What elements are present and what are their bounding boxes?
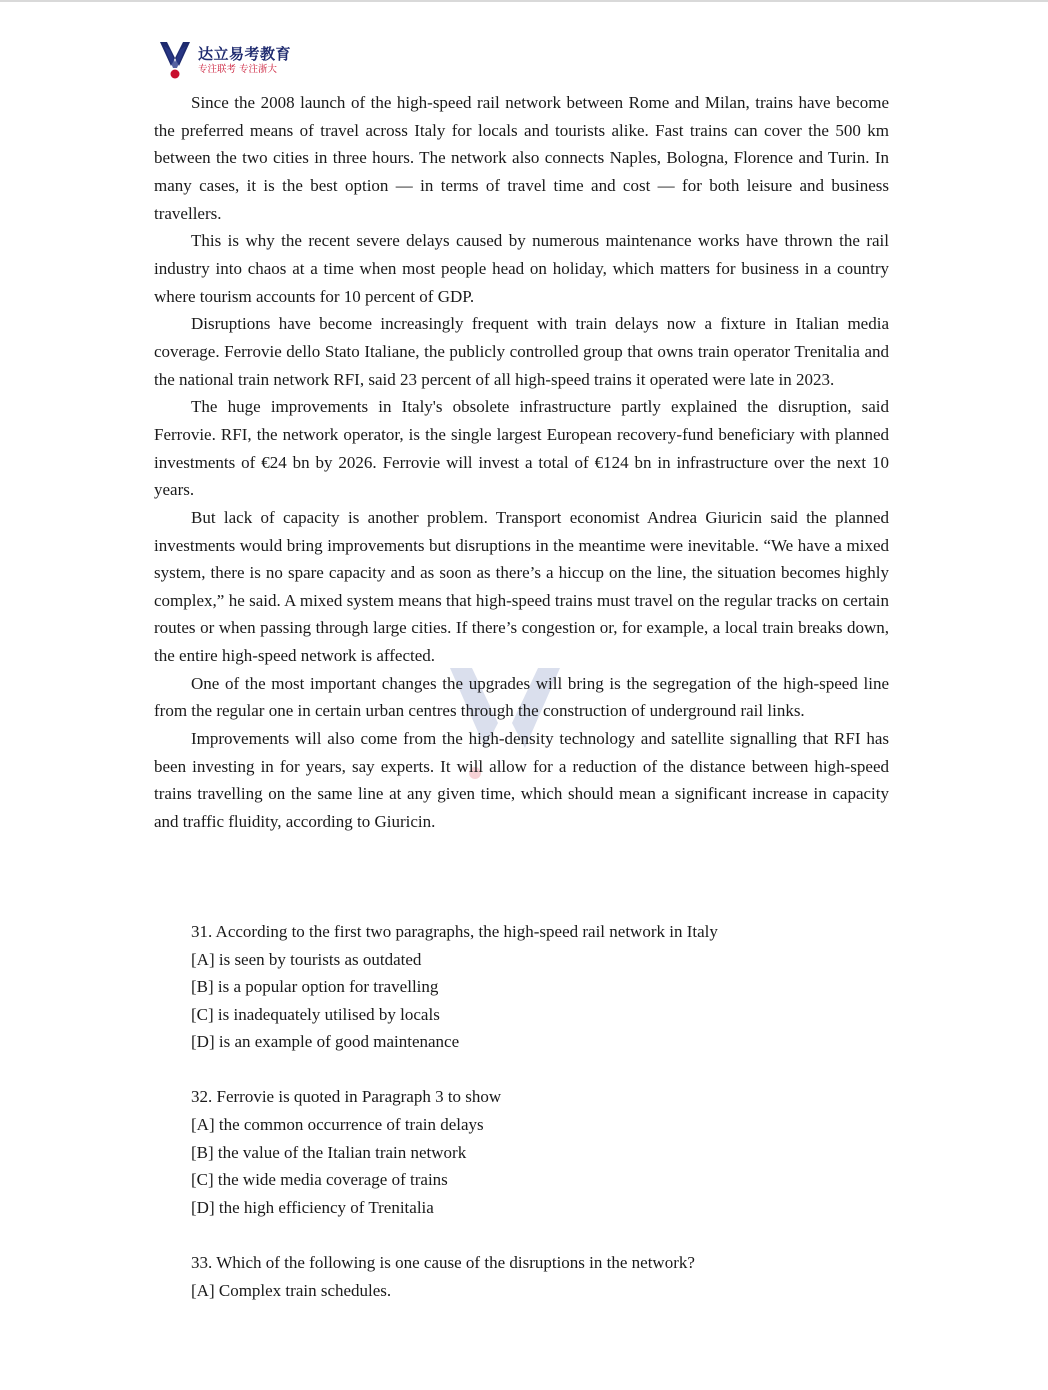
paragraph: Since the 2008 launch of the high-speed rail network between Rome and Milan, trains have become the preferred means of travel across Italy for locals and tourists alike. Fast trains can cover the 500 km between the two cities in three hours. The network also connects Naples, Bologna, Florence and Turin. In many cases, it is the best option — in terms of travel time and cost — for both leisure and business travellers. <box>154 93 889 223</box>
logo-subtitle: 专注联考 专注浙大 <box>198 64 278 75</box>
paragraph: Disruptions have become increasingly frequent with train delays now a fixture in Italian media coverage. Ferrovie dello Stato Italiane, the publicly controlled group that owns train operator Trenitalia and the national train network RFI, said 23 percent of all high-speed trains it operated were late in 2023. <box>154 314 889 389</box>
answer-option: [D] the high efficiency of Trenitalia <box>191 1197 434 1217</box>
reading-passage <box>154 89 889 836</box>
question-list <box>191 918 891 1332</box>
brand-logo <box>158 40 291 80</box>
answer-option: [B] the value of the Italian train network <box>191 1142 467 1162</box>
paragraph: One of the most important changes the upgrades will bring is the segregation of the high-speed line from the regular one in certain urban centres through the construction of underground rail links. <box>154 673 889 721</box>
answer-option: [A] Complex train schedules. <box>191 1280 392 1300</box>
paragraph: Improvements will also come from the high-density technology and satellite signalling that RFI has been investing in for years, say experts. It will allow for a reduction of the distance between high-speed trains travelling on the same line at any given time, which should mean a significant increase in capacity and traffic fluidity, according to Giuricin. <box>154 729 889 832</box>
answer-option: [A] the common occurrence of train delays <box>191 1115 484 1135</box>
paragraph: This is why the recent severe delays caused by numerous maintenance works have thrown the rail industry into chaos at a time when most people head on holiday, which matters for business in a country where tourism accounts for 10 percent of GDP. <box>154 231 889 306</box>
question-31 <box>191 918 891 1056</box>
question-stem: 32. Ferrovie is quoted in Paragraph 3 to show <box>191 1087 502 1107</box>
answer-option: [C] the wide media coverage of trains <box>191 1170 448 1190</box>
paragraph: The huge improvements in Italy's obsolete infrastructure partly explained the disruption, said Ferrovie. RFI, the network operator, is the single largest European recovery-fund beneficiary with planned investments of €24 bn by 2026. Ferrovie will invest a total of €124 bn in infrastructure over the next 10 years. <box>154 397 889 500</box>
answer-option: [D] is an example of good maintenance <box>191 1032 460 1052</box>
answer-option: [B] is a popular option for travelling <box>191 977 439 997</box>
question-32 <box>191 1083 891 1221</box>
question-33 <box>191 1249 891 1304</box>
paragraph: But lack of capacity is another problem. Transport economist Andrea Giuricin said the planned investments would bring improvements but disruptions in the meantime were inevitable. “We have a mixed system, there is no spare capacity and as soon as there’s a hiccup on the line, the situation becomes highly complex,” he said. A mixed system means that high-speed trains must travel on the regular tracks on certain routes or when passing through large cities. If there’s congestion or, for example, a local train breaks down, the entire high-speed network is affected. <box>154 507 889 666</box>
logo-title: 达立易考教育 <box>198 45 292 63</box>
answer-option: [A] is seen by tourists as outdated <box>191 949 422 969</box>
page-top-border <box>0 0 1048 2</box>
question-stem: 31. According to the first two paragraphs, the high-speed rail network in Italy <box>191 922 718 941</box>
answer-option: [C] is inadequately utilised by locals <box>191 1004 440 1024</box>
question-stem: 33. Which of the following is one cause of the disruptions in the network? <box>191 1252 695 1272</box>
logo-emblem-icon <box>158 40 192 80</box>
